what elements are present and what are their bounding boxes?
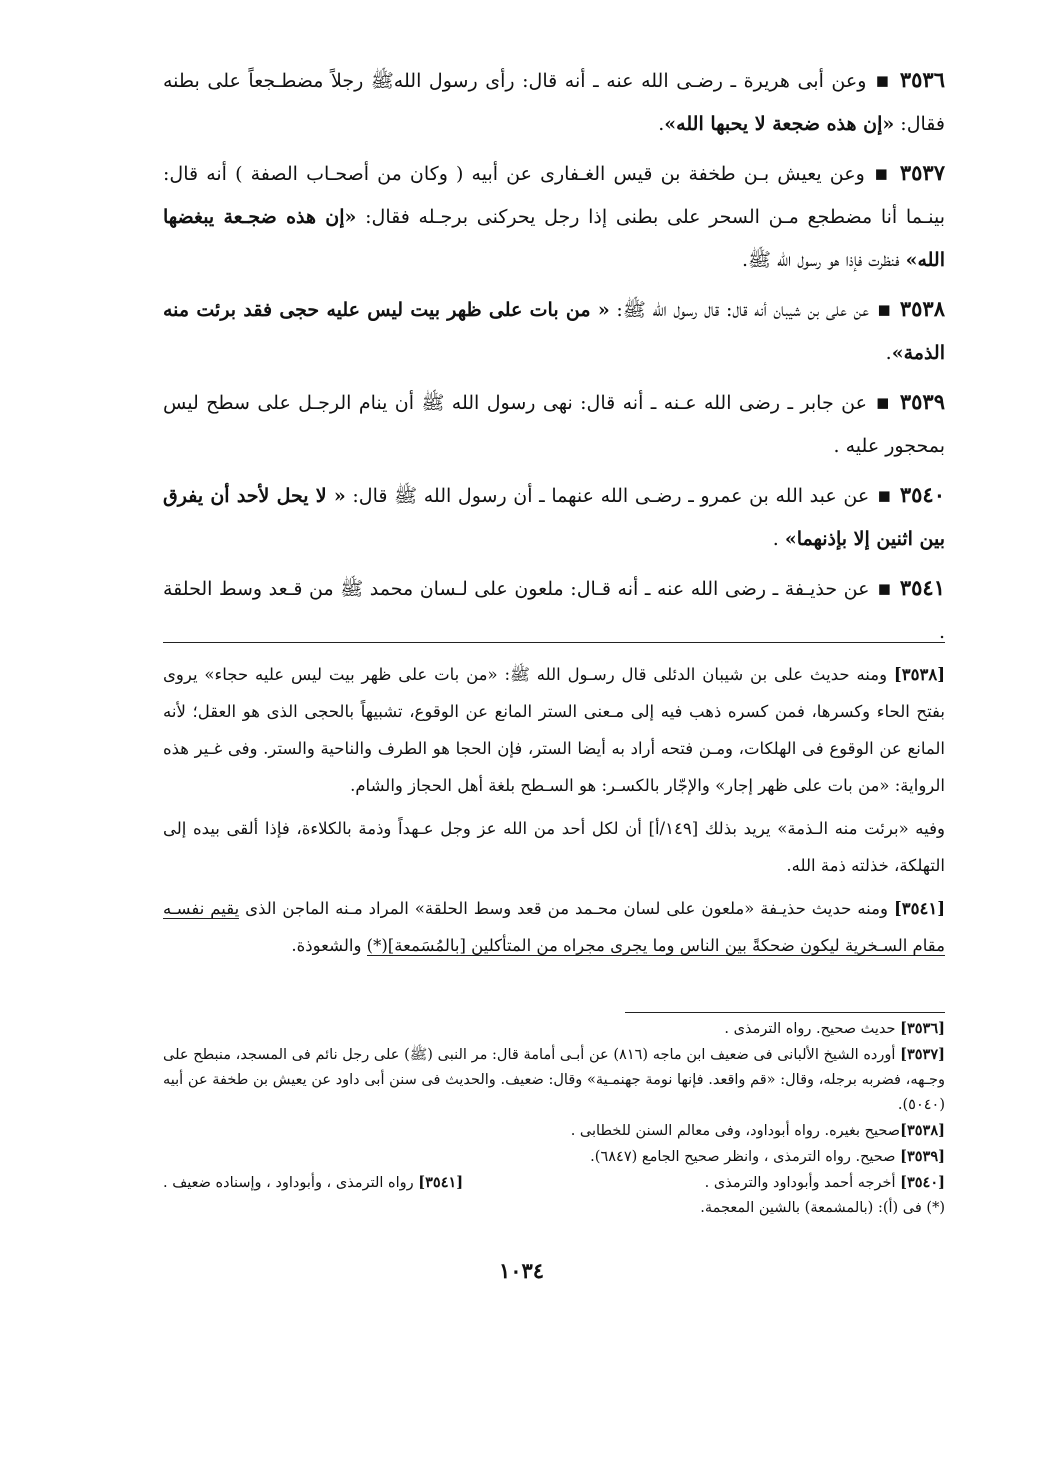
section-divider: [163, 642, 945, 643]
hadith-3536: ٣٥٣٦ ▪ وعن أبى هريرة ـ رضـى الله عنه ـ أنه قال: رأى رسول اللهﷺ رجلاً مضطـجعاً على بطنه فقال: «إن هذه ضجعة لا يحبها الله».: [163, 67, 945, 135]
footnote-ref: [٣٥٣٧]: [900, 1046, 945, 1063]
footnote-ref: [٣٥٤١]: [418, 1174, 464, 1191]
footnote-3540-3541: [163, 1170, 945, 1196]
footnote-3536: [163, 1016, 945, 1042]
page-number: ١٠٣٤: [498, 1258, 545, 1283]
footnote-text: حديث صحيح. رواه الترمذى .: [724, 1021, 901, 1037]
footnote-text: أورده الشيخ الألبانى فى ضعيف ابن ماجه (٨١٦) عن أبـى أمامة قال: مر النبى (ﷺ) على رجل نائم فى المسجد، منبطح على وجـهه، فضربه برجله، وقال: «قم واقعد. فإنها نومة جهنمـية» وقال: ضعيف. والحديث فى سنن أبى داود عن يعيش بن طخفة عن أبيه (٥٠٤٠).: [163, 1047, 945, 1113]
footnote-text: صحيح. رواه الترمذى ، وانظر صحيح الجامع (٦٨٤٧).: [590, 1149, 901, 1165]
commentary-text: ومنه حديث حذيـفة «ملعون على لسان محـمد من قعد وسط الحلقة» المراد مـنه الماجن الذى: [245, 899, 894, 918]
hadith-text: عن على بن شيبان أنه قال: قال رسول الله ﷺ:: [609, 299, 870, 321]
hadith-number: ٣٥٣٨: [899, 296, 945, 321]
footnote-text: رواه الترمذى ، وأبوداود ، وإسناده ضعيف .: [163, 1175, 419, 1191]
commentary-3538: [163, 656, 945, 804]
hadith-3539: ٣٥٣٩ ▪ عن جابر ـ رضى الله عـنه ـ أنه قال: نهى رسول الله ﷺ أن ينام الرجـل على سطح ليس بمحجور عليه .: [163, 389, 945, 457]
footnote-ref: [٣٥٣٨]: [900, 1122, 945, 1139]
hadith-3538: ٣٥٣٨ ▪ عن على بن شيبان أنه قال: قال رسول الله ﷺ: « من بات على ظهر بيت ليس عليه حجى فقد برئت منه الذمة».: [163, 296, 945, 364]
hadith-quote: «إن هذه ضجـعة يبغضها الله»: [163, 206, 945, 271]
commentary-3541: [٣٥٤١] ومنه حديث حذيـفة «ملعون على لسان محـمد من قعد وسط الحلقة» المراد مـنه الماجن الذى يقيم نفسـه مقام السـخرية ليكون ضحكةً بين الناس وما يجرى مجراه من المتأكلين [بالمُسَمعة](*) والشعوذة.: [163, 899, 946, 955]
hadith-text: وعن أبى هريرة ـ رضـى الله عنه ـ أنه قال: رأى رسول اللهﷺ رجلاً مضطـجعاً على بطنه فقال:: [163, 70, 945, 135]
commentary-ref: [٣٥٣٨]: [893, 665, 945, 684]
hadith-list: [163, 58, 945, 659]
commentary-text: ومنه حديث على بن شيبان الدئلى قال رسـول الله ﷺ: «من بات على ظهر بيت ليس عليه حجاء» يروى بفتح الحاء وكسرها، فمن كسره ذهب فيه إلى مـعنى الستر المانع عن الوقوع، تشبيهاً بالحجى الذى هو العقل؛ لأنه المانع عن الوقوع فى الهلكات، ومـن فتحه أراد به أيضا الستر، فإن الحجا هو الطرف والناحية والستر. وفى غـير هذه الرواية: «من بات على ظهر إجار» والإجّار بالكسـر: هو السـطح بلغة أهل الحجاز والشام.: [163, 665, 945, 795]
hadith-3541: ٣٥٤١ ▪ عن حذيـفة ـ رضى الله عنه ـ أنه قـال: ملعون على لـسان محمد ﷺ من قـعد وسط الحلقة .: [163, 575, 945, 643]
hadith-number: ٣٥٣٩: [899, 389, 945, 414]
footnote-3539: [163, 1144, 945, 1170]
hadith-number: ٣٥٤٠: [899, 482, 945, 507]
footnote-ref: [٣٥٣٩]: [900, 1148, 945, 1165]
footnote-ref: [٣٥٣٦]: [900, 1020, 945, 1037]
commentary-section: [163, 656, 945, 970]
hadith-number: ٣٥٣٦: [899, 67, 945, 92]
footnote-text: صحيح بغيره. رواه أبوداود، وفى معالم السنن للخطابى .: [570, 1123, 901, 1139]
commentary-dhimma: [163, 810, 945, 884]
footnote-divider: [625, 1012, 945, 1013]
footnote-3538: [163, 1118, 945, 1144]
hadith-number: ٣٥٤١: [899, 575, 945, 600]
hadith-3537: ٣٥٣٧ ▪ وعن يعيش بـن طخفة بن قيس الغـفارى عن أبيه ( وكان من أصحـاب الصفة ) أنه قال: بينـما أنا مضطجع مـن السحر على بطنى إذا رجل يحركنى برجـله فقال: «إن هذه ضجـعة يبغضها الله» فنظرت فإذا هو رسول الله ﷺ.: [163, 160, 945, 271]
hadith-text: عن جابر ـ رضى الله عـنه ـ أنه قال: نهى رسول الله ﷺ أن ينام الرجـل على سطح ليس بمحجور عليه .: [163, 392, 945, 457]
commentary-text: وفيه «برئت منه الـذمة» يريد بذلك [١٤٩/أ] أن لكل أحد من الله عز وجل عـهداً وذمة بالكلاءة، فإذا ألقى بيده إلى التهلكة، خذلته ذمة الله.: [163, 819, 945, 875]
hadith-text: عن عبد الله بن عمرو ـ رضـى الله عنهما ـ أن رسول الله ﷺ قال:: [345, 485, 870, 507]
footnote-asterisk: [163, 1196, 945, 1221]
hadith-text: عن حذيـفة ـ رضى الله عنه ـ أنه قـال: ملعون على لـسان محمد ﷺ من قـعد وسط الحلقة .: [163, 578, 945, 643]
hadith-quote: « من بات على ظهر بيت ليس عليه حجى فقد برئت منه الذمة»: [163, 299, 945, 364]
hadith-quote: «إن هذه ضجعة لا يحبها الله»: [664, 113, 895, 135]
hadith-quote: « لا يحل لأحد أن يفرق بين اثنين إلا بإذنهما»: [163, 485, 945, 550]
hadith-3540: ٣٥٤٠ ▪ عن عبد الله بن عمرو ـ رضـى الله عنهما ـ أن رسول الله ﷺ قال: « لا يحل لأحد أن يفرق بين اثنين إلا بإذنهما» .: [163, 482, 945, 550]
footnote-ref: (*): [926, 1200, 945, 1216]
footnote-ref: [٣٥٤٠]: [900, 1174, 945, 1191]
commentary-ref: [٣٥٤١]: [893, 899, 946, 918]
footnote-text: أخرجه أحمد وأبوداود والترمذى .: [704, 1175, 901, 1191]
underlined-text: يقيم نفسـه مقام السـخرية ليكون ضحكةً بين الناس وما يجرى مجراه من المتأكلين [بالمُسَمعة](*): [163, 899, 945, 955]
hadith-number: ٣٥٣٧: [899, 160, 945, 185]
footnotes-section: [163, 1016, 945, 1221]
footnote-3537: [163, 1042, 945, 1118]
hadith-text: وعن يعيش بـن طخفة بن قيس الغـفارى عن أبيه ( وكان من أصحـاب الصفة ) أنه قال: بينـما أنا مضطجع مـن السحر على بطنى إذا رجل يحركنى برجـله فقال:: [163, 163, 945, 228]
footnote-text: فى (أ): (بالمشمعة) بالشين المعجمة.: [700, 1200, 927, 1216]
